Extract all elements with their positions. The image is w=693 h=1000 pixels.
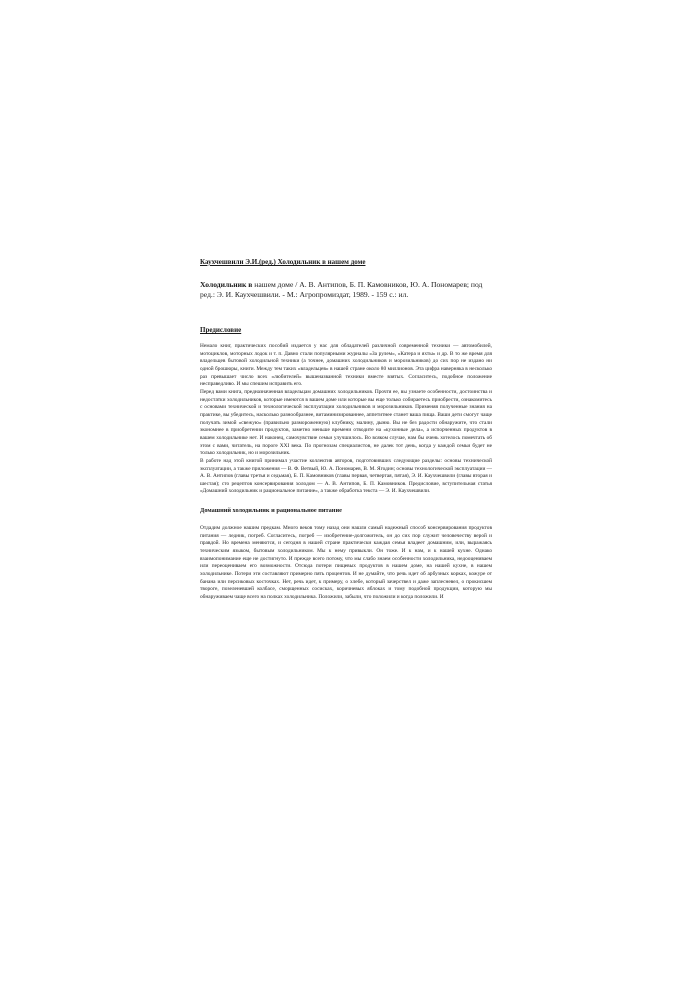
section-home-fridge (200, 507, 492, 602)
preface-body (200, 343, 492, 496)
citation-details: нашем доме / А. В. Антипов, Б. П. Камовников, Ю. А. Пономарев; под ред.: Э. И. Каухчешвили. - М.: Агропромиздат, 1989. - 159 с.: ил. (200, 280, 483, 299)
preface-heading: Предисловие (200, 326, 242, 334)
book-header-link[interactable]: Каухчешвили Э.И.(ред.) Холодильник в нашем доме (200, 258, 366, 266)
preface-paragraph: Перед вами книга, предназначенная владельцам домашних холодильников. Прочтя ее, вы узнаете особенности, достоинства и недостатки холодильников, которые имеются в вашем доме или которые вы еще только собираетесь приобрести, ознакомитесь с основами технической и технологической эксплуатации холодильников и морозильников. Применяя полученные знания на практике, вы убедитесь, насколько разнообразнее, витаминизированнее, аппетитнее станет ваша пища. Ваши дети смогут чаще получать зимой «свежую» (правильно размороженную) клубнику, малину, дыню. Вы не без радости обнаружите, что стали экономнее в приобретении продуктов, заметно меньше времени отводите на «кухонные дела», а испорченных продуктов в вашем холодильнике нет. И наконец, самочувствие семьи улучшилось. Во всяком случае, нам бы очень хотелось помечтать об этом с вами, читатель, на пороге XXI века. По прогнозам специалистов, не далек тот день, когда у каждой семьи будет не только холодильник, но и морозильник. (200, 388, 492, 457)
preface-paragraph: Немало книг, практических пособий издается у нас для обладателей различной современной техники — автомобилей, мотоциклов, моторных лодок и т. п. Давно стали популярными журналы «За рулем», «Катера и яхты» и др. В то же время для владельцев бытовой холодильной техники (а точнее, домашних холодильников и морозильников) до сих пор не издано ни одной брошюры, книги. Между тем таких «владельцев» в нашей стране около 80 миллионов. Эта цифра наверняка в несколько раз превышает число всех «любителей» вышеназванной техники вместе взятых. Согласитесь, подобное положение несправедливо. И мы спешим исправить его. (200, 343, 492, 388)
preface-paragraph: В работе над этой книгой принимал участие коллектив авторов, подготовивших следующие разделы: основы технической эксплуатации, а также приложения — В. Ф. Ветвый, Ю. А. Пономарев, В. М. Ягодин; основы технологической эксплуатации — А. В. Антипов (главы третья и седьмая), Б. П. Камовников (главы первая, четвертая, пятая), Э. И. Каухчешвили (главы вторая и шестая); сто рецептов консервирования холодом — А. В. Антипов, Б. П. Камовников. Предисловие, вступительная статья «Домашний холодильник и рациональное питание», а также обработка текста — Э. И. Каухчешвили. (200, 457, 493, 495)
bibliographic-citation (200, 280, 492, 300)
section-heading: Домашний холодильник и рациональное питание (200, 507, 342, 515)
document-page (200, 258, 492, 602)
section-paragraph: Отдадим должное нашим предкам. Много веков тому назад они нашли самый надежный способ консервирования продуктов питания — ледник, погреб. Согласитесь, погреб — изобретение-долгожитель, он до сих пор служит человечеству верой и правдой. Но времена меняются, и сегодня в нашей стране практически каждая семья владеет домашним, или, выражаясь техническим языком, бытовым холодильником. Мы к нему привыкли. Он тоже. И к нам, и к нашей кухне. Однако взаимопонимание еще не достигнуто. И прежде всего потому, что мы слабо знаем особенности холодильника, недооцениваем или переоцениваем его возможности. Отсюда потери пищевых продуктов в нашем доме, на нашей кухне, в нашем холодильнике. Потери эти составляют примерно пять процентов. И не думайте, что речь идет об арбузных корках, кожуре от банана или персиковых косточках. Нет, речь идет, к примеру, о хлебе, который зачерствел и даже заплесневел, о прокисшем твороге, позеленевшей колбасе, сморщенных сосисках, коричневых яблоках и тому подобной продукции, которую мы обнаруживаем чаще всего на полках холодильника. Положили, забыли, что положили и когда положили. И (200, 525, 492, 601)
citation-title: Холодильник в (200, 280, 253, 289)
section-body (200, 525, 492, 602)
